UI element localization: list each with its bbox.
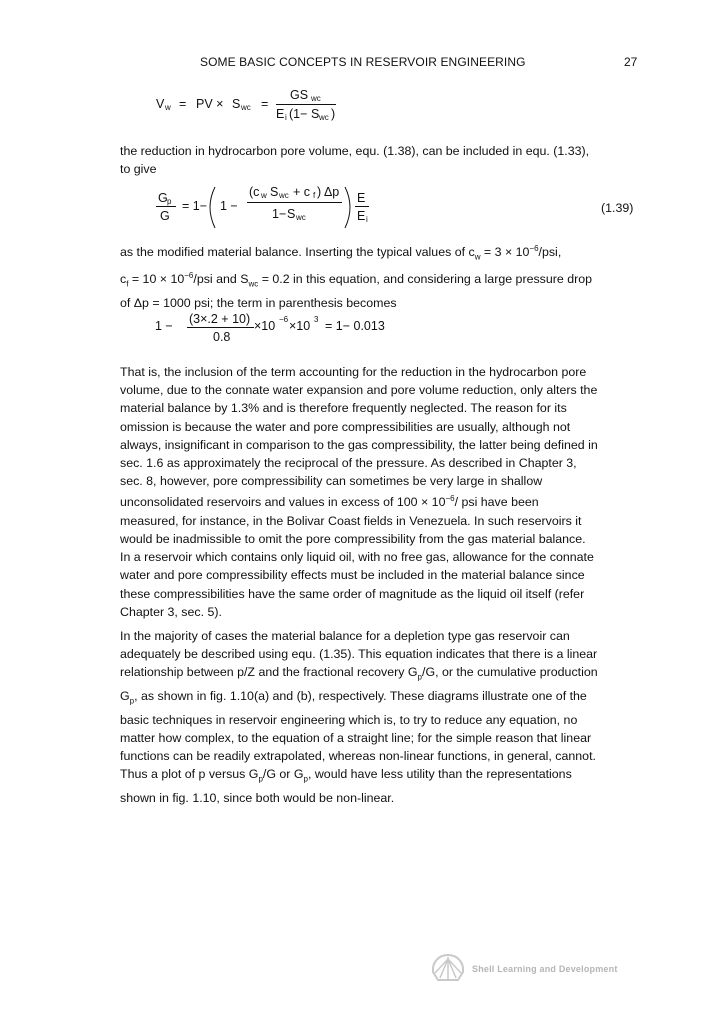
eq-term: + c (293, 185, 311, 199)
text-line: adequately be described using equ. (1.35). This equation indicates that there is a linear (120, 647, 598, 662)
text-line: to give (120, 162, 157, 177)
text-line: matter how complex, to the equation of a straight line; for the simple reason that linear (120, 730, 592, 745)
eq-subscript: wc (296, 213, 306, 222)
eq-subscript: i (285, 113, 287, 122)
superscript: −6 (279, 315, 289, 324)
eq-subscript: f (313, 191, 316, 200)
eq-numerator: (c (249, 185, 260, 199)
subscript: f (126, 279, 129, 289)
eq-operator: = (261, 97, 269, 111)
subscript: p (303, 774, 308, 784)
text-run: G (120, 689, 130, 704)
equation-number: (1.39) (601, 201, 634, 215)
eq-denominator: 0.8 (213, 330, 231, 344)
text-run: = 0.2 in this equation, and considering a large pressure drop (258, 271, 592, 286)
eq-subscript: wc (241, 103, 251, 112)
text-line: In the majority of cases the material balance for a depletion type gas reservoir can (120, 629, 570, 643)
footer-brand-text: Shell Learning and Development (472, 964, 618, 974)
eq-subscript: p (167, 197, 172, 206)
subscript: p (258, 774, 263, 784)
text-run: relationship between p/Z and the fractional recovery G (120, 665, 418, 680)
eq-term: ) Δp (317, 185, 340, 199)
eq-numerator: GS (290, 88, 309, 102)
text-run: as the modified material balance. Inserting the typical values of c (120, 245, 475, 260)
text-run: , as shown in fig. 1.10(a) and (b), respectively. These diagrams illustrate one of the (134, 689, 587, 704)
text-run: /psi and S (193, 271, 249, 286)
subscript: wc (248, 279, 259, 289)
eq-operator: = 1− (182, 199, 208, 213)
text-line: That is, the inclusion of the term accounting for the reduction in the hydrocarbon pore (120, 365, 587, 379)
text-line: shown in fig. 1.10, since both would be non-linear. (120, 791, 395, 806)
text-line (120, 663, 650, 687)
paragraph-discussion (120, 363, 650, 621)
eq-subscript: wc (279, 191, 289, 200)
superscript: −6 (184, 270, 194, 280)
subscript: p (417, 672, 422, 682)
text-line: volume, due to the connate water expansion and pore volume reduction, only alters the (120, 383, 598, 398)
text-line: the reduction in hydrocarbon pore volume, equ. (1.38), can be included in equ. (1.33), (120, 144, 590, 158)
eq-symbol: G (158, 191, 168, 205)
eq-term: ×10 (254, 319, 276, 333)
eq-symbol: G (160, 209, 170, 223)
text-line: these compressibilities have the same order of magnitude as the liquid oil itself (refer (120, 586, 585, 601)
eq-term: ×10 (289, 319, 311, 333)
text-run: Thus a plot of p versus G (120, 767, 259, 782)
text-run: c (120, 271, 127, 286)
subscript: p (129, 696, 135, 706)
text-run: , would have less utility than the representations (307, 767, 572, 782)
eq-subscript: wc (319, 113, 329, 122)
text-run: = 10 × 10 (128, 271, 185, 286)
eq-denominator: 1− (272, 207, 287, 221)
text-line: water and pore compressibility effects must be included in the material balance since (120, 568, 585, 583)
text-line: In a reservoir which contains only liquid oil, with no free gas, allowance for the connate (120, 550, 594, 565)
text-line: of Δp = 1000 psi; the term in parenthesis becomes (120, 295, 397, 310)
text-run: /psi, (538, 245, 562, 260)
eq-symbol: S (287, 207, 296, 221)
text-line: would be inadmissible to omit the pore compressibility from the gas material balance. (120, 531, 586, 546)
fraction-bar (187, 327, 254, 328)
text-line (120, 765, 650, 789)
eq-symbol: E (357, 191, 366, 205)
text-run: = 3 × 10 (480, 245, 530, 260)
eq-term: PV × (196, 97, 224, 111)
superscript: −6 (445, 494, 455, 504)
eq-symbol: S (232, 97, 241, 111)
text-run: unconsolidated reservoirs and values in excess of 100 × 10 (120, 495, 446, 510)
page-number: 27 (624, 55, 638, 69)
equation-parenthesis-term (0, 0, 723, 360)
eq-symbol: S (311, 107, 320, 121)
eq-term: 1 − (155, 319, 173, 333)
text-run: /G or G (262, 767, 304, 782)
text-line: basic techniques in reservoir engineering which is, to try to reduce any equation, no (120, 712, 578, 727)
eq-numerator: (3×.2 + 10) (189, 312, 251, 326)
text-line: Chapter 3, sec. 5). (120, 604, 222, 619)
text-line: measured, for instance, in the Bolivar Coast fields in Venezuela. In such reservoirs it (120, 513, 582, 528)
text-line: material balance by 1.3% and is therefore frequently neglected. The reason for its (120, 401, 567, 416)
text-line: sec. 1.6 as approximately the reciprocal of the pressure. As described in Chapter 3, (120, 456, 577, 471)
text-line (120, 490, 650, 511)
text-run: /G, or the cumulative production (422, 665, 598, 680)
eq-subscript: w (261, 191, 267, 200)
eq-operator: = (179, 97, 187, 111)
text-line: functions can be readily extrapolated, whereas non-linear functions, in general, cannot. (120, 749, 596, 764)
eq-denominator: ) (331, 107, 336, 121)
superscript: 3 (314, 315, 319, 324)
eq-subscript: w (165, 103, 171, 112)
subscript: w (474, 252, 481, 262)
shell-logo-icon (430, 953, 466, 985)
eq-term: 1 − (220, 199, 238, 213)
eq-subscript: wc (311, 94, 321, 103)
text-line: sec. 8, however, pore compressibility can sometimes be very large in shallow (120, 474, 543, 489)
eq-result: = 1− 0.013 (325, 319, 385, 333)
footer-brand (430, 953, 618, 985)
paragraph-linear-relationship (120, 627, 650, 807)
eq-symbol: S (270, 185, 279, 199)
eq-denominator: (1− (289, 107, 308, 121)
running-header: SOME BASIC CONCEPTS IN RESERVOIR ENGINEERING (200, 55, 526, 69)
eq-symbol: V (156, 97, 165, 111)
text-line: always, insignificant in comparison to the gas compressibility, the latter being defined in (120, 437, 598, 452)
eq-denominator: E (276, 107, 285, 121)
eq-subscript: i (366, 215, 368, 224)
text-line (120, 687, 650, 711)
eq-symbol: E (357, 209, 366, 223)
text-line: omission is because the water and pore compressibilities are usually, although not (120, 419, 571, 434)
superscript: −6 (529, 244, 539, 253)
text-run: / psi have been (454, 495, 539, 510)
